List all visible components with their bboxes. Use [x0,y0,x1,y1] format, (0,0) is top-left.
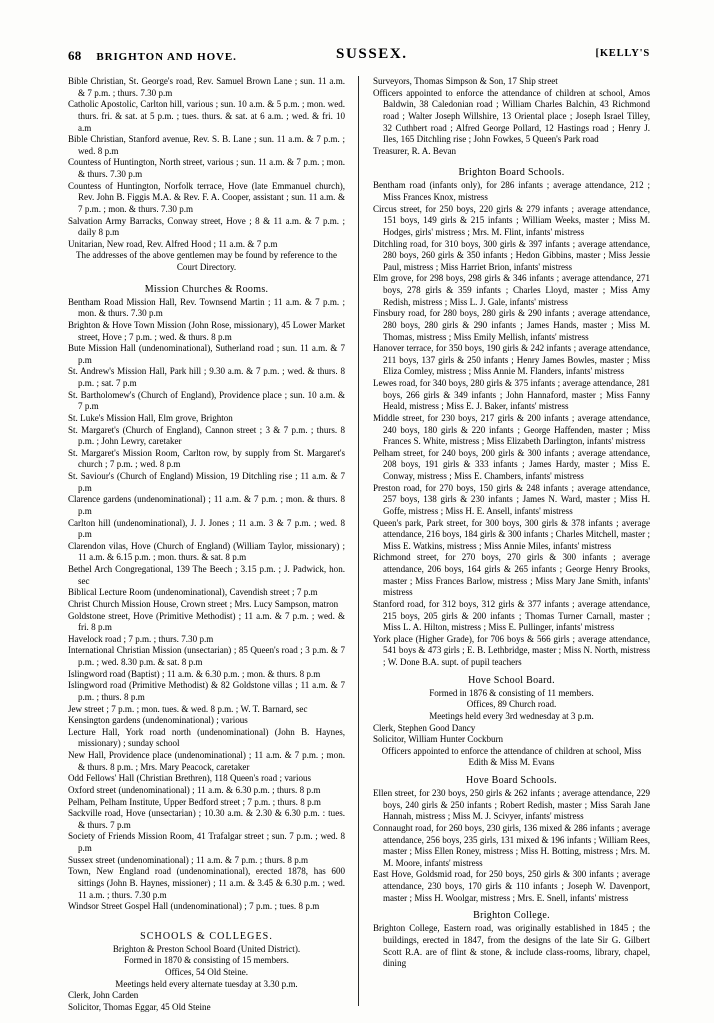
list-item: Jew street ; 7 p.m. ; mon. tues. & wed. 8 p.m. ; W. T. Barnard, sec [68,703,308,714]
list-item: Stanford road, for 312 boys, 312 girls & 377 infants ; average attendance, 215 boys, 205 girls & 200 infants ; Thomas Turner Carnall, master ; Miss L. A. Hilton, mistress ; Miss E. Pullinger, infants' mistress [373,598,650,633]
hove-board-schools-list [373,788,650,904]
left-column [68,76,345,1011]
list-item: Catholic Apostolic, Carlton hill, various ; sun. 10 a.m. & 5 p.m. ; mon. wed. thurs. fri. & sat. at 5 p.m. ; tues. thurs. & sat. at 6 a.m. ; wed. & fri. 10 a.m [68,99,345,133]
list-item: Finsbury road, for 280 boys, 280 girls & 290 infants ; average attendance, 280 boys, 280 girls & 290 infants ; James Hands, master ; Miss M. Thomas, mistress ; Miss Emily Mellish, infants' mistress [373,308,650,342]
hove-board-clerk: Clerk, Stephen Good Dancy [373,722,476,733]
list-item: Salvation Army Barracks, Conway street, Hove ; 8 & 11 a.m. & 7 p.m. ; daily 8 p.m [68,215,345,238]
list-item: Islingword road (Baptist) ; 11 a.m. & 6.30 p.m. ; mon. & thurs. 8 p.m [68,668,321,679]
list-item: Islingword road (Primitive Methodist) & 82 Goldstone villas ; 11 a.m. & 7 p.m. ; thurs. 8 p.m [68,680,345,702]
list-item: Bentham road (infants only), for 286 infants ; average attendance, 212 ; Miss Frances Knox, mistress [373,180,650,202]
list-item: Connaught road, for 260 boys, 230 girls, 136 mixed & 286 infants ; average attendance, 256 boys, 235 girls, 131 mixed & 196 infants ; William Rees, master ; Miss Ellen Roney, mistress ; Miss H. Botting, mistress ; Mrs. M. M. Moore, infants' mistress [373,822,651,868]
hove-board-attendance-officers: Officers appointed to enforce the attendance of children at school, Miss Edith & Miss M. Evans [381,745,642,768]
list-item: Brighton & Hove Town Mission (John Rose, missionary), 45 Lower Market street, Hove ; 7 p.m. ; wed. & thurs. 8 p.m [68,319,345,342]
school-board-title: Brighton & Preston School Board (United District). [112,943,301,954]
list-item: Goldstone street, Hove (Primitive Methodist) ; 11 a.m. & 7 p.m. ; wed. & fri. 8 p.m [68,610,345,633]
column-divider-rule [358,76,359,1006]
list-item: Unitarian, New road, Rev. Alfred Hood ; 11 a.m. & 7 p.m [68,238,278,249]
list-item: Sussex street (undenominational) ; 11 a.m. & 7 p.m. ; thurs. 8 p.m [68,854,309,865]
list-item: Elm grove, for 298 boys, 298 girls & 346 infants ; average attendance, 271 boys, 278 girls & 359 infants ; Charles Lloyd, master ; Miss Amy Redish, mistress ; Miss L. J. Gale, infants' mistress [373,273,650,307]
board-treasurer: Treasurer, R. A. Bevan [373,145,457,156]
list-item: Bible Christian, St. George's road, Rev. Samuel Brown Lane ; sun. 11 a.m. & 7 p.m. ; thurs. 7.30 p.m [68,76,345,98]
list-item: St. Luke's Mission Hall, Elm grove, Brighton [68,412,233,423]
hove-board-solicitor: Solicitor, William Hunter Cockburn [373,734,504,745]
list-item: Lecture Hall, York road north (undenominational) (John B. Haynes, missionary) ; sunday school [68,726,345,749]
hove-board-offices: Offices, 89 Church road. [466,699,557,710]
list-item: Bentham Road Mission Hall, Rev. Townsend Martin ; 11 a.m. & 7 p.m. ; mon. & thurs. 7.30 p.m [68,296,345,319]
list-item: Town, New England road (undenominational), erected 1878, has 600 sittings (John B. Haynes, missioner) ; 11 a.m. & 3.45 & 6.30 p.m. ; wed. 11 a.m. ; thurs. 7.30 p.m [68,866,345,900]
list-item: Sackville road, Hove (unsectarian) ; 10.30 a.m. & 2.30 & 6.30 p.m. : tues. & thurs. 7 p.m [68,808,345,830]
list-item: New Hall, Providence place (undenominational) ; 11 a.m. & 7 p.m. ; mon. & thurs. 8 p.m. ; Mrs. Mary Peacock, caretaker [68,750,345,772]
list-item: Biblical Lecture Room (undenominational), Cavendish street ; 7 p.m [68,587,318,598]
list-item: Hanover terrace, for 350 boys, 190 girls & 242 infants ; average attendance, 211 boys, 137 girls & 250 infants ; Henry James Bowles, master ; Miss Eliza Comley, mistress ; Miss Annie M. Flanders, infants' mistress [373,343,650,377]
list-item: York place (Higher Grade), for 706 boys & 566 girls ; average attendance, 541 boys & 473 girls ; E. B. Lethbridge, master ; Miss N. North, mistress ; W. Done B.A. supt. of pupil teachers [373,633,651,667]
mission-churches-heading: Mission Churches & Rooms. [144,283,269,295]
mission-rooms-list [68,297,345,913]
places-of-worship-list [68,76,345,250]
list-item: Bute Mission Hall (undenominational), Sutherland road ; sun. 11 a.m. & 7 p.m [68,343,345,365]
list-item: Bethel Arch Congregational, 139 The Beech ; 3.15 p.m. ; J. Padwick, hon. sec [68,564,345,586]
school-board-clerk: Clerk, John Carden [68,990,139,1001]
running-head [68,48,650,66]
school-board-meetings: Meetings held every alternate tuesday at 3.30 p.m. [115,978,298,989]
running-head-county: SUSSEX. [336,46,408,62]
board-attendance-officers: Officers appointed to enforce the attendance of children at school, Amos Baldwin, 38 Caledonian road ; William Charles Balchin, 43 Richmond road ; Walter Joseph Willshire, 13 Oriental place ; Joseph Israel Tilley, 32 Cuthbert road ; Alfred George Pollard, 12 Hastings road ; Henry J. Iles, 165 Ditchling rise ; John Fowkes, 5 Queen's Park road [373,87,650,145]
list-item: St. Andrew's Mission Hall, Park hill ; 9.30 a.m. & 7 p.m. ; wed. & thurs. 8 p.m. ; sat. 7 p.m [68,366,345,388]
body-columns [68,76,650,1011]
running-head-place: BRIGHTON AND HOVE. [96,51,237,63]
board-surveyors: Surveyors, Thomas Simpson & Son, 17 Ship street [373,76,558,86]
list-item: Pelham street, for 240 boys, 200 girls & 300 infants ; average attendance, 208 boys, 191 girls & 333 infants ; James Hardy, master ; Miss E. Conway, mistress ; Miss E. Chambers, infants' mistress [373,447,650,481]
list-item: Windsor Street Gospel Hall (undenominational) ; 7 p.m. ; tues. 8 p.m [68,901,320,912]
list-item: Havelock road ; 7 p.m. ; thurs. 7.30 p.m [68,633,214,644]
running-head-publisher: [KELLY'S [595,48,650,59]
hove-school-board-heading: Hove School Board. [468,674,555,686]
hove-board-formed: Formed in 1876 & consisting of 11 members. [429,687,594,698]
list-item: Preston road, for 270 boys, 150 girls & 248 infants ; average attendance, 257 boys, 138 girls & 230 infants ; James N. Ward, master ; Miss H. Goffe, mistress ; Miss H. E. Ansell, infants' mistress [373,482,650,516]
brighton-board-schools-heading: Brighton Board Schools. [458,167,565,179]
schools-colleges-heading: SCHOOLS & COLLEGES. [140,930,273,942]
list-item: Bible Christian, Stanford avenue, Rev. S. B. Lane ; sun. 11 a.m. & 7 p.m. ; wed. 8 p.m [68,134,345,156]
list-item: Richmond street, for 270 boys, 270 girls & 300 infants ; average attendance, 206 boys, 164 girls & 265 infants ; George Henry Brooks, master ; Miss Frances Barlow, mistress ; Miss Mary Jane Smith, infants' mistress [373,552,650,598]
list-item: Countess of Huntington, North street, various ; sun. 11 a.m. & 7 p.m. ; mon. & thurs. 7.30 p.m [68,157,345,179]
list-item: St. Margaret's (Church of England), Cannon street ; 3 & 7 p.m. ; thurs. 8 p.m. ; John Lewry, caretaker [68,424,345,447]
list-item: Clarence gardens (undenominational) ; 11 a.m. & 7 p.m. ; mon. & thurs. 8 p.m [68,494,345,516]
list-item: Circus street, for 250 boys, 220 girls & 279 infants ; average attendance, 151 boys, 149 girls & 215 infants ; William Weeks, master ; Miss M. Hodges, girls' mistress ; Mrs. M. Flint, infants' mistress [373,203,650,237]
list-item: Odd Fellows' Hall (Christian Brethren), 118 Queen's road ; various [68,773,312,784]
list-item: Ellen street, for 230 boys, 250 girls & 262 infants ; average attendance, 229 boys, 240 girls & 250 infants ; Robert Redish, master ; Miss Sarah Jane Hannah, mistress ; Miss M. J. Scivyer, infants' mistress [373,788,650,822]
list-item: East Hove, Goldsmid road, for 250 boys, 250 girls & 300 infants ; average attendance, 230 boys, 170 girls & 110 infants ; Joseph W. Davenport, master ; Miss H. Woolgar, mistress ; Mrs. E. Snell, infants' mistress [373,869,650,903]
spacer [373,157,650,161]
spacer [68,274,345,278]
list-item: Society of Friends Mission Room, 41 Trafalgar street ; sun. 7 p.m. ; wed. 8 p.m [68,831,345,853]
list-item: Christ Church Mission House, Crown street ; Mrs. Lucy Sampson, matron [68,598,339,609]
list-item: St. Bartholomew's (Church of England), Providence place ; sun. 10 a.m. & 7 p.m [68,389,345,412]
address-reference-note: The addresses of the above gentlemen may be found by reference to the Court Directory. [76,250,337,272]
list-item: Clarendon vilas, Hove (Church of England) (William Taylor, missionary) ; 11 a.m. & 6.15 p.m. ; mon. thurs. & sat. 8 p.m [68,540,345,563]
list-item: Kensington gardens (undenominational) ; various [68,715,248,726]
school-board-solicitor: Solicitor, Thomas Eggar, 45 Old Steine [68,1001,211,1012]
brighton-college-description: Brighton College, Eastern road, was originally established in 1845 ; the buildings, erected in 1847, from the designs of the late Sir G. Gilbert Scott R.A. are of flint & stone, & include class-rooms, library, chapel, dining [373,923,650,969]
school-board-offices: Offices, 54 Old Steine. [165,967,248,977]
list-item: St. Margaret's Mission Room, Carlton row, by supply from St. Margaret's church ; 7 p.m. ; wed. 8 p.m [68,447,345,470]
list-item: Countess of Huntington, Norfolk terrace, Hove (late Emmanuel church), Rev. John B. Figgis M.A. & Rev. F. A. Cooper, assistant ; sun. 11 a.m. & 7 p.m. ; mon. & thurs. 7.30 p.m [68,180,345,214]
brighton-board-schools-list [373,180,650,668]
page-number: 68 [68,48,82,63]
list-item: Oxford street (undenominational) ; 11 a.m. & 6.30 p.m. ; thurs. 8 p.m [68,784,321,795]
right-column [373,76,650,1011]
list-item: Lewes road, for 340 boys, 280 girls & 375 infants ; average attendance, 281 boys, 266 girls & 349 infants ; John Hannaford, master ; Miss Fanny Heald, mistress ; Miss E. J. Baker, infants' mistress [373,378,650,412]
list-item: Pelham, Pelham Institute, Upper Bedford street ; 7 p.m. ; thurs. 8 p.m [68,796,321,807]
list-item: Queen's park, Park street, for 300 boys, 300 girls & 378 infants ; average attendance, 216 boys, 184 girls & 300 infants ; Charles Mitchell, master ; Miss E. Watkins, mistress ; Miss Annie Miles, infants' mistress [373,517,650,551]
list-item: Carlton hill (undenominational), J. J. Jones ; 11 a.m. 3 & 7 p.m. ; wed. 8 p.m [68,517,345,540]
list-item: Middle street, for 230 boys, 217 girls & 200 infants ; average attendance, 240 boys, 180 girls & 220 infants ; George Haffenden, master ; Miss Frances S. White, mistress ; Miss Elizabeth Darlington, infants' mistress [373,412,650,447]
school-board-formed: Formed in 1870 & consisting of 15 members. [124,955,289,966]
list-item: St. Saviour's (Church of England) Mission, 19 Ditchling rise ; 11 a.m. & 7 p.m [68,471,345,493]
hove-board-schools-heading: Hove Board Schools. [466,775,557,786]
hove-board-meetings: Meetings held every 3rd wednesday at 3 p.m. [429,710,594,721]
list-item: Ditchling road, for 310 boys, 300 girls & 397 infants ; average attendance, 280 boys, 260 girls & 350 infants ; Hedon Gibbins, master ; Miss Jessie Paul, mistress ; Miss Harriet Brion, infants' mistress [373,238,650,272]
brighton-college-heading: Brighton College. [473,910,550,922]
spacer [68,913,345,921]
list-item: International Christian Mission (unsectarian) ; 85 Queen's road ; 3 p.m. & 7 p.m. ; wed. 8.30 p.m. & sat. 8 p.m [68,645,345,667]
